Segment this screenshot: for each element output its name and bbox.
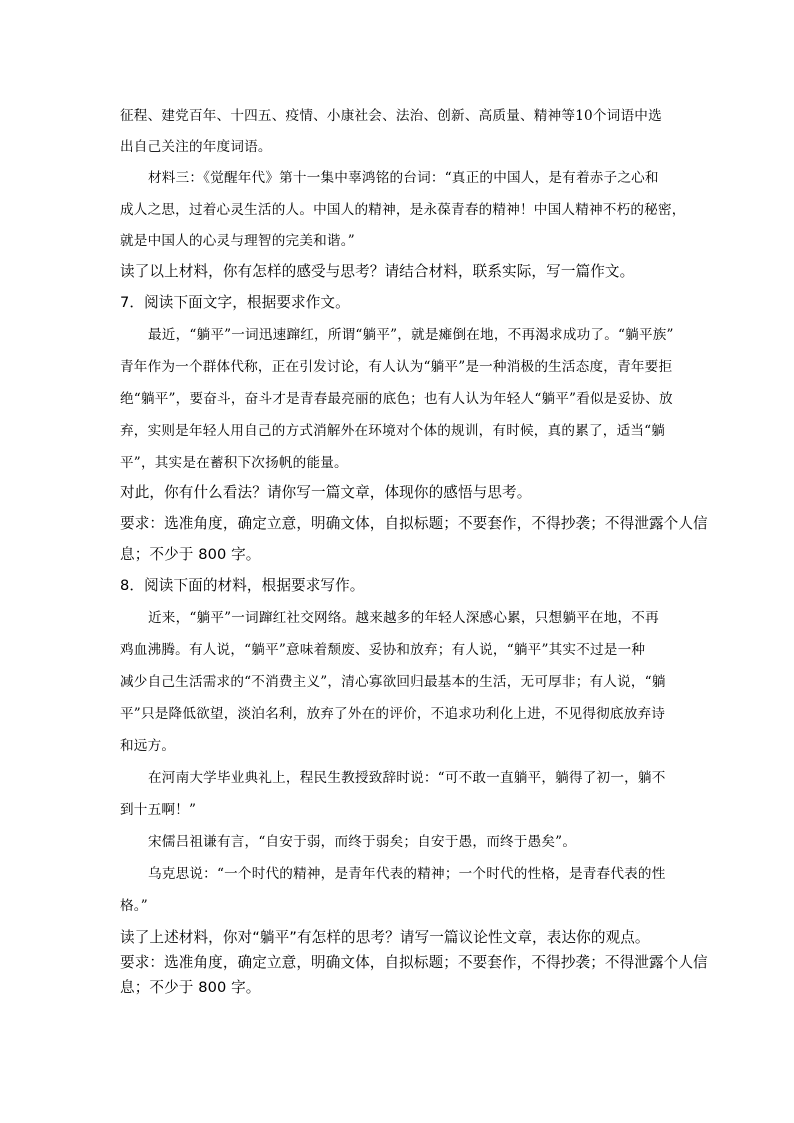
question-7-material-line: 青年作为一个群体代称，正在引发讨论，有人认为“躺平”是一种消极的生活态度，青年要拒 <box>120 359 673 375</box>
question-7-material-line: 绝“躺平”，要奋斗，奋斗才是青春最亮丽的底色；也有人认为年轻人“躺平”看似是妥协、放 <box>120 391 673 407</box>
question-8-prompt: 读了上述材料，你对“躺平”有怎样的思考？请写一篇议论性文章，表达你的观点。 <box>120 929 650 946</box>
question-7-requirements: 息；不少于 800 字。 <box>120 546 261 563</box>
question-7-heading: 7．阅读下面文字，根据要求作文。 <box>120 294 350 311</box>
question-8-requirements: 息；不少于 800 字。 <box>120 979 261 996</box>
question-8-heading: 8．阅读下面的材料，根据要求写作。 <box>120 577 365 594</box>
material-three-line: 成人之思，过着心灵生活的人。中国人的精神，是永葆青春的精神！中国人精神不朽的秘密， <box>120 202 686 218</box>
task-instruction: 读了以上材料，你有怎样的感受与思考？请结合材料，联系实际，写一篇作文。 <box>120 263 635 280</box>
quote-line: 格。” <box>120 898 148 914</box>
paragraph-line: 出自己关注的年度词语。 <box>120 139 272 155</box>
question-7-material-line: 最近，“躺平”一词迅速蹿红，所谓“躺平”，就是瘫倒在地，不再渴求成功了。“躺平族” <box>148 327 674 343</box>
question-8-material-line: 平”只是降低欲望，淡泊名利，放弃了外在的评价，不追求功利化上进，不见得彻底放弃诗 <box>120 706 666 722</box>
paragraph-line: 征程、建党百年、十四五、疫情、小康社会、法治、创新、高质量、精神等10个词语中选 <box>120 108 662 124</box>
quote-line: 宋儒吕祖谦有言，“自安于弱，而终于弱矣；自安于愚，而终于愚矣”。 <box>148 834 577 850</box>
question-8-material-line: 和远方。 <box>120 738 176 754</box>
question-8-requirements: 要求：选准角度，确定立意，明确文体，自拟标题；不要套作，不得抄袭；不得泄露个人信 <box>120 954 708 971</box>
material-three-line: 材料三：《觉醒年代》第十一集中辜鸿铭的台词：“真正的中国人，是有着赤子之心和 <box>148 170 659 186</box>
quote-line: 到十五啊！” <box>120 802 197 818</box>
question-8-material-line: 鸡血沸腾。有人说，“躺平”意味着颓废、妥协和放弃；有人说，“躺平”其实不过是一种 <box>120 642 646 658</box>
question-8-material-line: 近来，“躺平”一词蹿红社交网络。越来越多的年轻人深感心累，只想躺平在地，不再 <box>148 610 659 626</box>
quote-line: 在河南大学毕业典礼上，程民生教授致辞时说：“可不敢一直躺平，躺得了初一，躺不 <box>148 770 666 786</box>
question-7-material-line: 弃，实则是年轻人用自己的方式消解外在环境对个体的规训，有时候，真的累了，适当“躺 <box>120 423 666 439</box>
question-8-material-line: 减少自己生活需求的“不消费主义”，清心寡欲回归最基本的生活，无可厚非；有人说，“躺 <box>120 674 666 690</box>
question-7-requirements: 要求：选准角度，确定立意，明确文体，自拟标题；不要套作，不得抄袭；不得泄露个人信 <box>120 515 708 532</box>
quote-line: 乌克思说：“一个时代的精神，是青年代表的精神；一个时代的性格，是青春代表的性 <box>148 866 666 882</box>
material-three-line: 就是中国人的心灵与理智的完美和谐。” <box>120 233 355 249</box>
question-7-material-line: 平”，其实是在蓄积下次扬帆的能量。 <box>120 455 348 471</box>
question-7-prompt: 对此，你有什么看法？请你写一篇文章，体现你的感悟与思考。 <box>120 484 532 501</box>
